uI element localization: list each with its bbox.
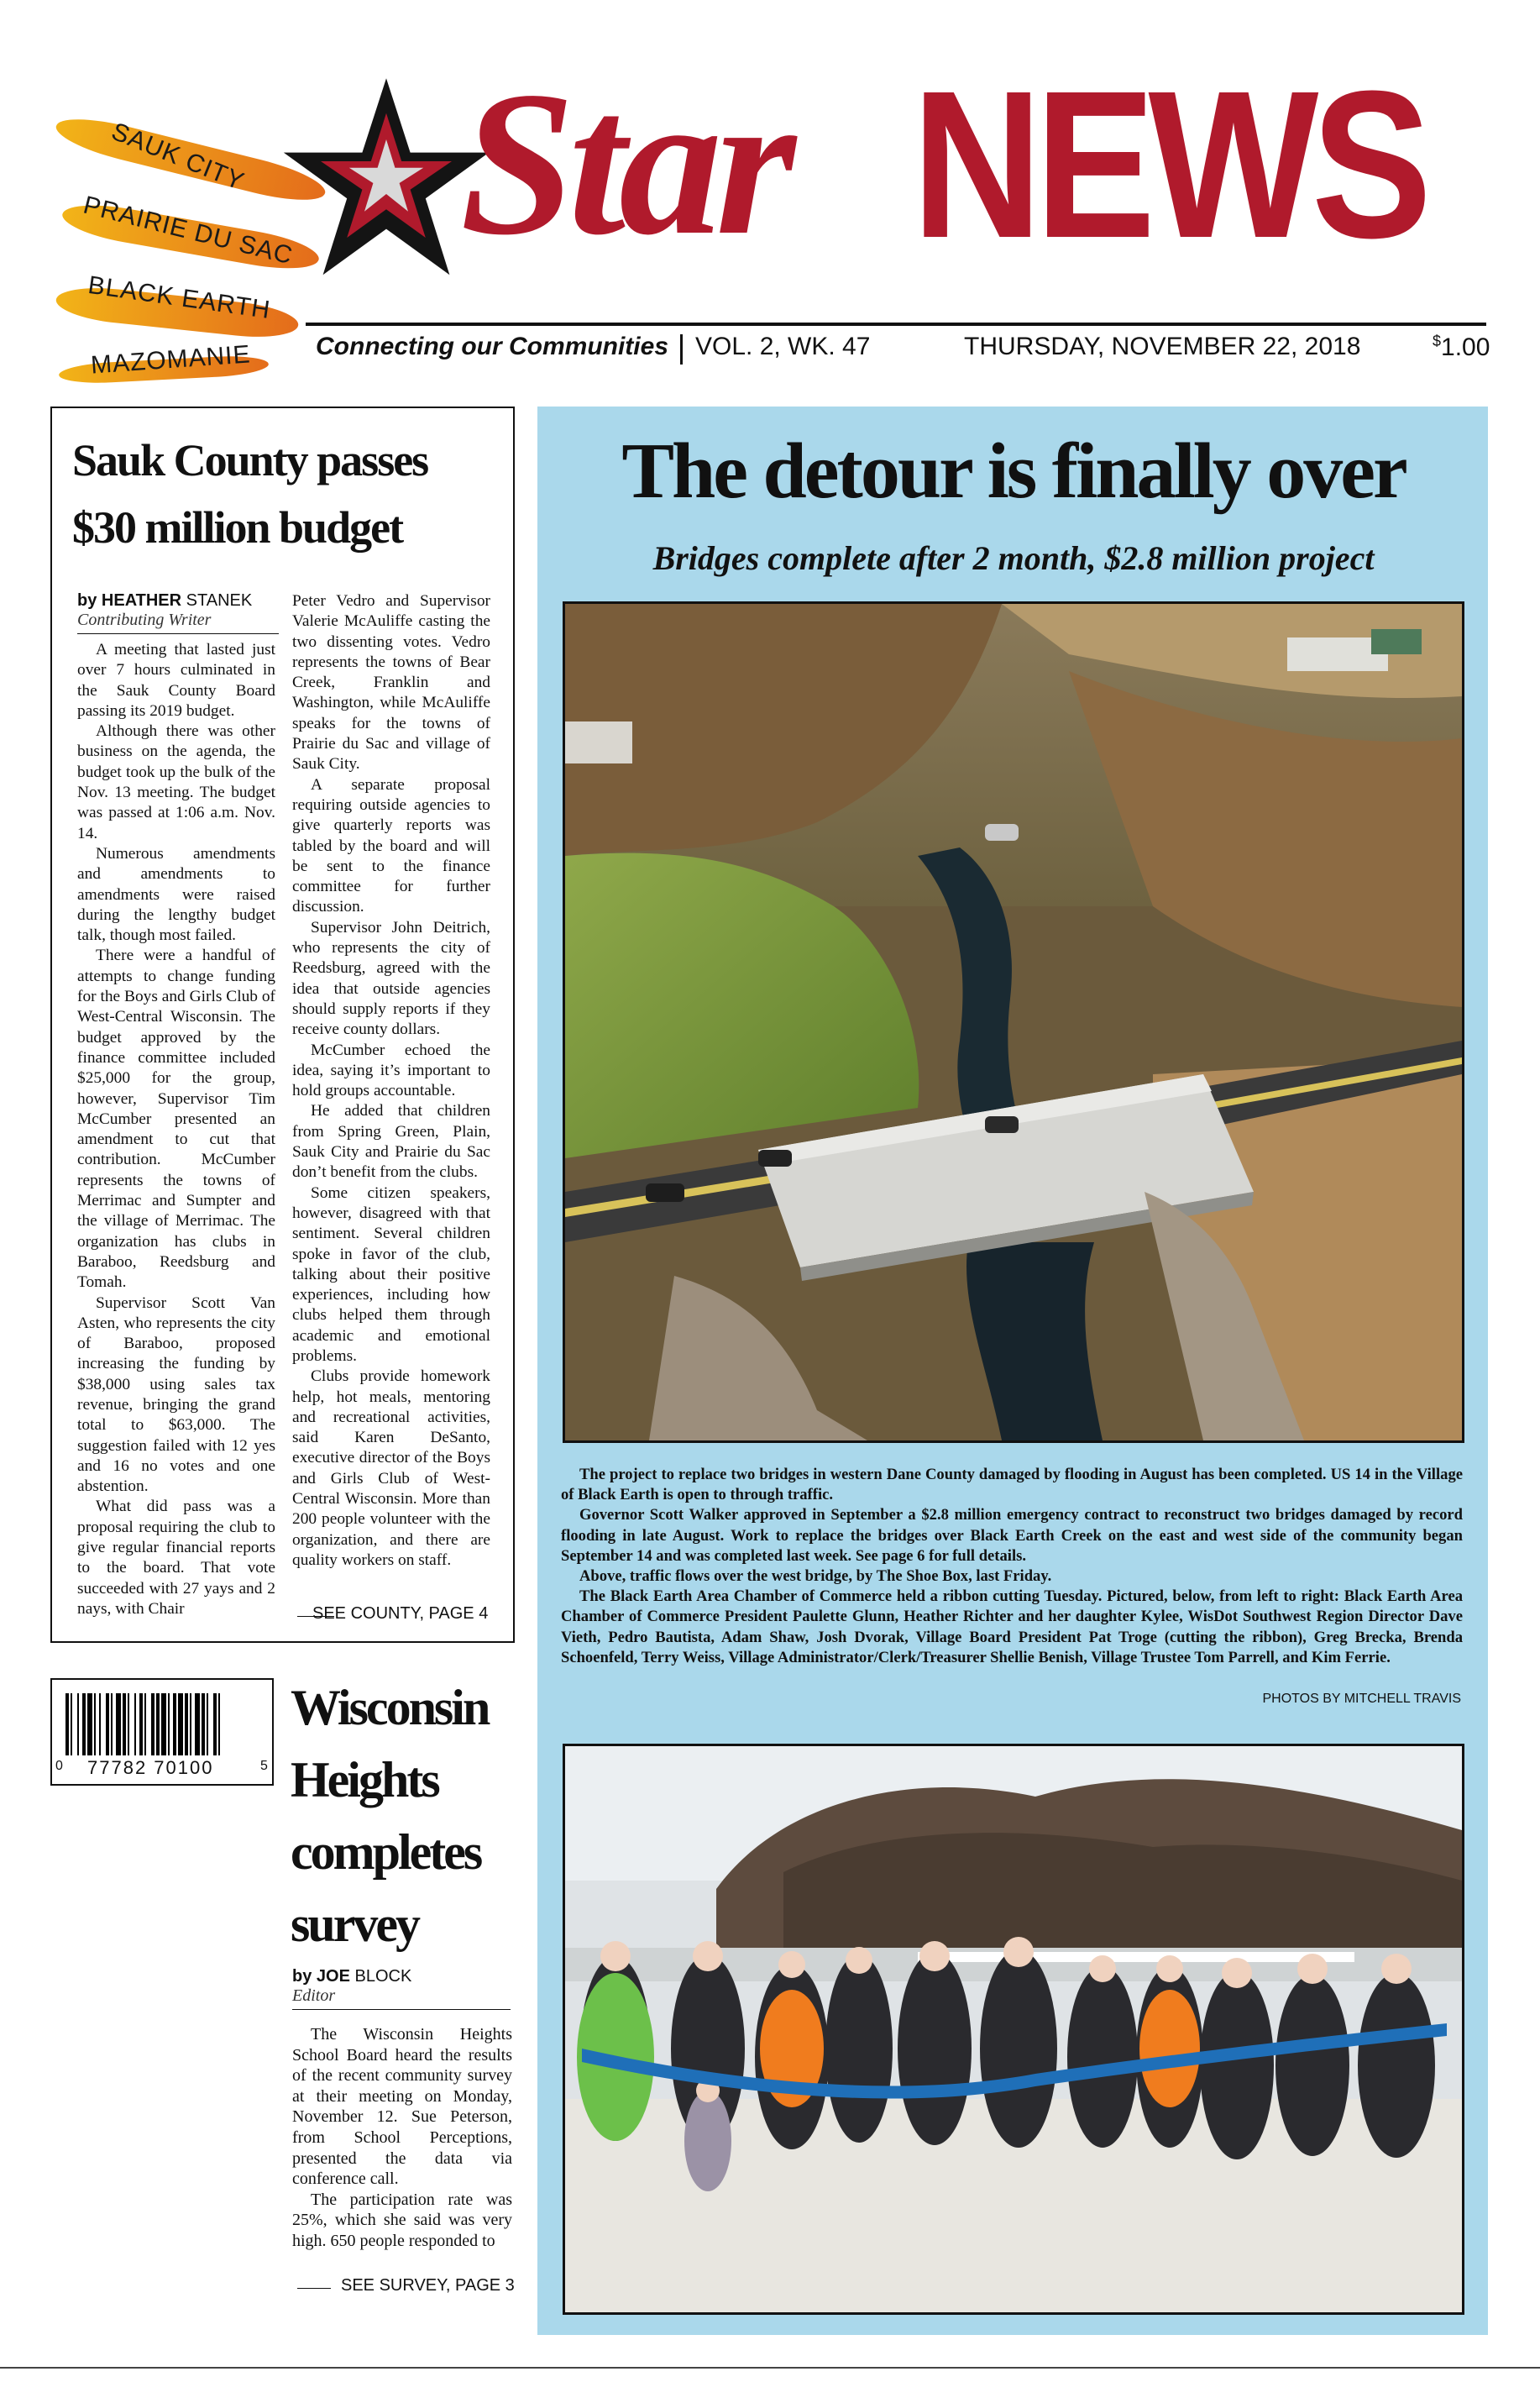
issue-date: THURSDAY, NOVEMBER 22, 2018: [964, 333, 1361, 360]
caption-paragraph: Above, traffic flows over the west bridge, by The Shoe Box, last Friday.: [579, 1567, 1052, 1586]
survey-paragraph: The Wisconsin Heights School Board heard the results of the recent community survey at their meeting on Monday, November 12. Sue Peterson, from School Perceptions, presented the data via conference call.: [292, 2025, 512, 2189]
county-paragraph: He added that children from Spring Green, Plain, Sauk City and Prairie du Sac don’t benefit from the clubs.: [292, 1102, 490, 1182]
caption-paragraph: The Black Earth Area Chamber of Commerce held a ribbon cutting Tuesday. Pictured, below, from left to right: Black Earth Area Chamber of Commerce President Paulette Glunn, Heather Richter and her daughter Kylee, WisDot Southwest Region Director Dave Vieth, Pedro Bautista, Adam Shaw, Josh Dvorak, Village Board President Pat Troge (cutting the ribbon), Greg Brecka, Brenda Schoenfeld, Terry Weiss, Village Administrator/Clerk/Treasurer Shellie Benish, Village Trustee Tom Parrell, and Kim Ferrie.: [561, 1587, 1463, 1666]
barcode-bar: [71, 1693, 72, 1755]
barcode-bar: [94, 1693, 96, 1755]
town-sauk-city: SAUK CITY: [107, 117, 249, 197]
barcode-bar: [116, 1693, 121, 1755]
survey-byline-last: BLOCK: [354, 1967, 412, 1986]
photo-caption: [561, 1465, 1463, 1668]
survey-headline-line-3: completes: [291, 1824, 481, 1880]
barcode-bar: [151, 1693, 155, 1755]
survey-byline-rule: [292, 2009, 511, 2010]
barcode-bar: [123, 1693, 126, 1755]
survey-paragraph: The participation rate was 25%, which she said was very high. 650 people responded to: [292, 2190, 512, 2250]
barcode-bar: [185, 1693, 188, 1755]
byline-first: HEATHER: [101, 591, 182, 610]
survey-jump-rule: [297, 2288, 331, 2289]
survey-byline-prefix: by: [292, 1967, 312, 1986]
feature-subhead: Bridges complete after 2 month, $2.8 million project: [652, 539, 1375, 577]
survey-headline-line-1: Wisconsin: [291, 1680, 489, 1735]
county-paragraph: Clubs provide homework help, hot meals, mentoring and recreational activities, said Karen DeSanto, executive director of the Boys and Girls Club of West-Central Wisconsin. More than 200 people volunteer with the organization, and there are quality workers on staff.: [292, 1367, 490, 1569]
barcode-bar: [111, 1693, 113, 1755]
page-bottom-rule: [0, 2367, 1540, 2369]
town-black-earth: BLACK EARTH: [86, 270, 273, 325]
barcode-right-digit: 5: [260, 1759, 268, 1773]
survey-byline-first: JOE: [316, 1967, 350, 1986]
barcode-bar: [87, 1693, 92, 1755]
barcode-left-digit: 0: [55, 1759, 63, 1773]
county-paragraph: McCumber echoed the idea, saying it’s important to hold groups accountable.: [292, 1041, 490, 1100]
barcode-bar: [77, 1693, 79, 1755]
county-paragraph: Some citizen speakers, however, disagreed with that sentiment. Several children spoke in favor of the club, talking about their positive experiences, including how clubs helped them through academic and emotional problems.: [292, 1183, 490, 1365]
barcode-bar: [134, 1693, 136, 1755]
barcode-number: 77782 70100: [87, 1757, 214, 1778]
town-mazomanie: MAZOMANIE: [90, 340, 252, 380]
county-headline: [72, 427, 509, 561]
byline-last: STANEK: [186, 591, 253, 610]
survey-headline-line-2: Heights: [291, 1752, 438, 1807]
county-jump[interactable]: SEE COUNTY, PAGE 4: [312, 1604, 489, 1623]
barcode-bar: [139, 1693, 143, 1755]
county-paragraph: Although there was other business on the agenda, the budget took up the bulk of the Nov. 13 meeting. The budget was passed at 1:06 a.m. Nov. 14.: [77, 722, 275, 842]
byline-rule: [77, 633, 279, 634]
survey-headline: [291, 1671, 517, 1960]
survey-byline: [292, 1967, 511, 2010]
price-symbol: $: [1433, 333, 1442, 349]
barcode-bar: [128, 1693, 129, 1755]
barcode-bar: [106, 1693, 109, 1755]
ribbon-cutting-photo: [563, 1744, 1464, 2315]
county-headline-line-2: $30 million budget: [72, 502, 403, 553]
town-prairie-du-sac: PRAIRIE DU SAC: [80, 191, 296, 270]
barcode-bar: [178, 1693, 183, 1755]
county-paragraph: There were a handful of attempts to change funding for the Boys and Girls Club of West-Central Wisconsin. The budget approved by the finance committee included $25,000 for the group, however, Supervisor Tim McCumber presented an amendment to cut that contribution. McCumber represents the towns of Merrimac and Sumpter and the village of Merrimac. The organization has clubs in Baraboo, Reedsburg and Tomah.: [77, 947, 275, 1292]
photo-credit: PHOTOS BY MITCHELL TRAVIS: [1262, 1692, 1461, 1706]
barcode-bar: [190, 1693, 191, 1755]
barcode-bar: [202, 1693, 205, 1755]
county-paragraph: Supervisor John Deitrich, who represents the city of Reedsburg, agreed with the idea that outside agencies should supply reports if they receive county dollars.: [292, 918, 490, 1039]
barcode-bar: [65, 1693, 69, 1755]
barcode: [50, 1678, 274, 1786]
barcode-bar: [156, 1693, 160, 1755]
byline-role: Contributing Writer: [77, 611, 212, 629]
county-paragraph: Peter Vedro and Supervisor Valerie McAuliffe casting the two dissenting votes. Vedro represents the towns of Bear Creek, Franklin and Washington, while McAuliffe speaks for the towns of Prairie du Sac and village of Sauk City.: [292, 592, 490, 774]
barcode-bar: [82, 1693, 86, 1755]
county-col-2: [292, 591, 490, 1571]
ribbon-cutting-image: [565, 1746, 1462, 2312]
byline-prefix: by: [77, 591, 97, 610]
county-col-1: [77, 640, 275, 1619]
masthead-rule: [306, 323, 1486, 326]
survey-jump[interactable]: SEE SURVEY, PAGE 3: [341, 2276, 515, 2295]
barcode-bar: [207, 1693, 208, 1755]
survey-body: [292, 2024, 512, 2252]
title-news: NEWS: [912, 47, 1425, 281]
county-paragraph: A separate proposal requiring outside agencies to give quarterly reports was tabled by the board and will be sent to the finance committee for further discussion.: [292, 775, 490, 916]
price-value: 1.00: [1441, 333, 1490, 361]
county-paragraph: What did pass was a proposal requiring the club to give regular financial reports to the board. That vote succeeded with 27 yays and 2 nays, with Chair: [77, 1498, 275, 1618]
county-paragraph: A meeting that lasted just over 7 hours culminated in the Sauk County Board passing its 2019 budget.: [77, 641, 275, 720]
price: [1433, 333, 1490, 362]
feature-headline: The detour is finally over: [621, 428, 1406, 515]
tagline: Connecting our Communities: [316, 333, 668, 360]
caption-paragraph: The project to replace two bridges in western Dane County damaged by flooding in August has been completed. US 14 in the Village of Black Earth is open to through traffic.: [561, 1466, 1463, 1504]
barcode-bar: [173, 1693, 176, 1755]
barcode-bar: [168, 1693, 170, 1755]
county-headline-line-1: Sauk County passes: [72, 435, 428, 485]
title-star: Star: [460, 50, 789, 278]
caption-paragraph: Governor Scott Walker approved in September a $2.8 million emergency contract to reconstruct two bridges damaged by record flooding in late August. Work to replace the bridges over Black Earth Creek on the east and west side of the community began September 14 and was completed last week. See page 6 for full details.: [561, 1506, 1463, 1565]
aerial-bridge-photo: [563, 601, 1464, 1443]
tagline-divider: [680, 334, 683, 365]
barcode-bar: [144, 1693, 146, 1755]
barcode-bars: [65, 1693, 255, 1755]
barcode-bar: [195, 1693, 200, 1755]
county-story: [50, 407, 515, 1643]
barcode-bar: [218, 1693, 220, 1755]
county-paragraph: Numerous amendments and amendments to amendments were raised during the lengthy budget talk, though most failed.: [77, 844, 275, 945]
survey-byline-role: Editor: [292, 1986, 336, 2005]
barcode-bar: [213, 1693, 217, 1755]
barcode-bar: [99, 1693, 101, 1755]
barcode-bar: [161, 1693, 166, 1755]
aerial-bridge-image: [565, 604, 1462, 1440]
county-byline: [77, 591, 279, 634]
survey-headline-line-4: survey: [291, 1897, 418, 1952]
volume: VOL. 2, WK. 47: [695, 333, 871, 360]
county-paragraph: Supervisor Scott Van Asten, who represents the city of Baraboo, proposed increasing the funding by $38,000 using sales tax revenue, bringing the grand total to $63,000. The suggestion failed with 12 yes and 16 no votes and one abstention.: [77, 1293, 275, 1496]
